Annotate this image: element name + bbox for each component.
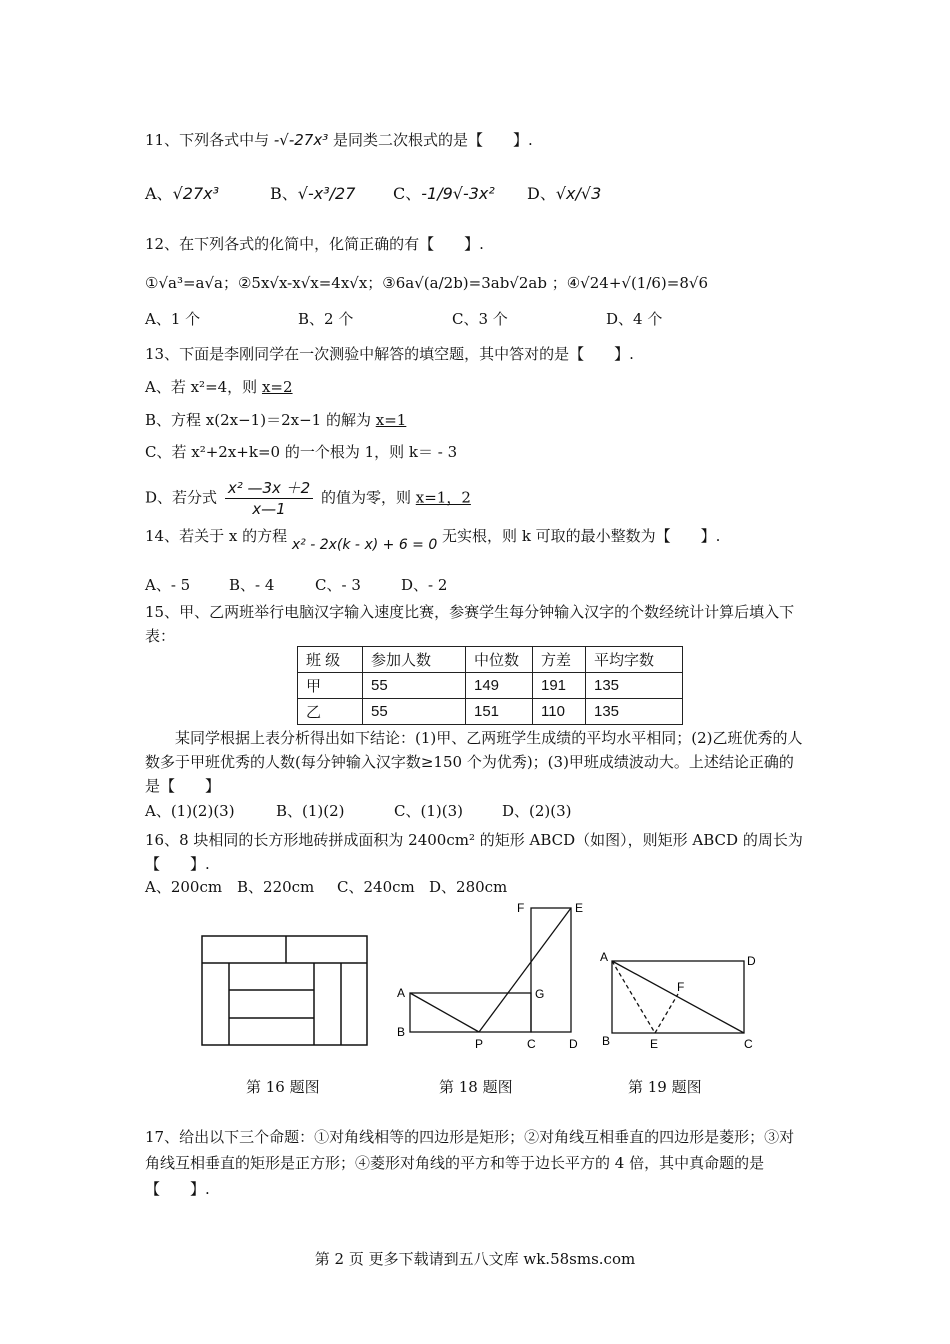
q11-option-d: D、√x/√3 xyxy=(527,184,602,203)
table-cell: 55 xyxy=(363,699,466,725)
q16-option-c: C、240cm xyxy=(337,878,415,896)
fig18-label: A xyxy=(397,986,406,1000)
q12-stem: 12、在下列各式的化简中，化简正确的有【 】. xyxy=(145,235,484,253)
fig18-label: F xyxy=(517,901,525,915)
table-header-row xyxy=(298,647,683,673)
fig18-label: P xyxy=(475,1037,484,1051)
fig19-label: E xyxy=(650,1037,659,1051)
q13-option-c: C、若 x²+2x+k=0 的一个根为 1，则 k＝ - 3 xyxy=(145,443,458,461)
table-cell: 151 xyxy=(466,699,533,725)
fig19-dashed-ef xyxy=(655,994,678,1033)
q16-option-b: B、220cm xyxy=(237,878,315,896)
q14-option-a: A、- 5 xyxy=(145,576,191,594)
figure-caption: 第 16 题图 xyxy=(246,1078,320,1096)
q13-stem: 13、下面是李刚同学在一次测验中解答的填空题，其中答对的是【 】. xyxy=(145,345,634,363)
q11-option-a: A、√27x³ xyxy=(145,184,219,203)
q11-stem-expr: -√-27x³ xyxy=(273,131,329,149)
q12-items: ①√a³=a√a；②5x√x-x√x=4x√x；③6a√(a/2b)=3ab√2ab ；④√24+√(1/6)=8√6 xyxy=(145,274,708,292)
fig18-label: E xyxy=(575,901,584,915)
figure-caption: 第 19 题图 xyxy=(628,1078,702,1096)
q14-option-b: B、- 4 xyxy=(229,576,275,594)
table-row xyxy=(298,673,683,699)
table-header: 方差 xyxy=(533,647,586,673)
fig19-diagonal-ac xyxy=(612,961,744,1033)
table-header: 班 级 xyxy=(298,647,363,673)
table-cell: 甲 xyxy=(298,673,363,699)
q15-table xyxy=(297,646,683,725)
q15-analysis: 某同学根据上表分析得出如下结论：(1)甲、乙两班学生成绩的平均水平相同；(2)乙班优秀的人数多于甲班优秀的人数(每分钟输入汉字数≥150 个为优秀)；(3)甲班成绩波动大。上述结论正确的是【 】 xyxy=(145,729,803,795)
q11-option-c: C、-1/9√-3x² xyxy=(393,184,495,203)
fig18-segment-ap xyxy=(410,993,479,1032)
fig18-segment-pe xyxy=(479,908,571,1032)
figure-19 xyxy=(596,947,766,1052)
table-cell: 乙 xyxy=(298,699,363,725)
q15-option-a: A、(1)(2)(3) xyxy=(145,802,235,820)
q12-option-b: B、2 个 xyxy=(298,310,354,328)
table-cell: 110 xyxy=(533,699,586,725)
table-cell: 135 xyxy=(586,699,683,725)
fig18-label: C xyxy=(527,1037,536,1051)
q15-stem: 15、甲、乙两班举行电脑汉字输入速度比赛，参赛学生每分钟输入汉字的个数经统计计算后填入下表： xyxy=(145,603,795,645)
q11-stem: 11、下列各式中与 -√-27x³ 是同类二次根式的是【 】. xyxy=(145,131,533,149)
figure-16 xyxy=(200,934,370,1048)
fig18-rect-abcg xyxy=(410,993,531,1032)
q13-option-b: B、方程 x(2x−1)＝2x−1 的解为 x=1 xyxy=(145,411,407,429)
q16-option-d: D、280cm xyxy=(429,878,508,896)
fig18-label: G xyxy=(535,987,545,1001)
fig18-square-cdef xyxy=(531,908,571,1032)
table-cell: 55 xyxy=(363,673,466,699)
q16-option-a: A、200cm xyxy=(145,878,223,896)
q16-stem: 16、8 块相同的长方形地砖拼成面积为 2400cm² 的矩形 ABCD（如图），则矩形 ABCD 的周长为【 】. xyxy=(145,831,803,873)
fig18-label: D xyxy=(569,1037,578,1051)
q15-option-b: B、(1)(2) xyxy=(276,802,345,820)
table-header: 参加人数 xyxy=(363,647,466,673)
table-header: 中位数 xyxy=(466,647,533,673)
q11-option-b: B、√-x³/27 xyxy=(270,184,356,203)
q14-option-d: D、- 2 xyxy=(401,576,448,594)
q13-option-a: A、若 x²=4，则 x=2 xyxy=(145,378,293,396)
fig19-label: C xyxy=(744,1037,753,1051)
q12-option-a: A、1 个 xyxy=(145,310,201,328)
q14-option-c: C、- 3 xyxy=(315,576,361,594)
fig19-label: A xyxy=(600,950,609,964)
figure-caption: 第 18 题图 xyxy=(439,1078,513,1096)
table-cell: 191 xyxy=(533,673,586,699)
fig19-label: F xyxy=(677,980,685,994)
q13-option-d: D、若分式 $\frac{\text{x² —3x ＋2}}{x—1}$ 的值为零，则 x=1，2 xyxy=(145,479,471,518)
fig19-label: D xyxy=(747,954,756,968)
q14-equation: x² - 2x(k - x) + 6 = 0 xyxy=(291,537,438,553)
table-row xyxy=(298,699,683,725)
fig18-label: B xyxy=(397,1025,406,1039)
q15-option-c: C、(1)(3) xyxy=(394,802,463,820)
fig19-label: B xyxy=(602,1034,611,1048)
figure-18 xyxy=(393,898,593,1053)
q15-option-d: D、(2)(3) xyxy=(502,802,572,820)
q17-stem: 17、给出以下三个命题：①对角线相等的四边形是矩形；②对角线互相垂直的四边形是菱形；③对角线互相垂直的矩形是正方形；④菱形对角线的平方和等于边长平方的 4 倍，其中真命题的是【 】. xyxy=(145,1128,795,1198)
page-footer: 第 2 页 更多下载请到五八文库 wk.58sms.com xyxy=(314,1250,636,1268)
table-cell: 135 xyxy=(586,673,683,699)
table-cell: 149 xyxy=(466,673,533,699)
q12-option-c: C、3 个 xyxy=(452,310,508,328)
table-header: 平均字数 xyxy=(586,647,683,673)
fig19-dashed-ae xyxy=(612,961,655,1033)
q14-stem: 14、若关于 x 的方程 x² - 2x(k - x) + 6 = 0 无实根，则 k 可取的最小整数为【 】. xyxy=(145,527,721,553)
q12-option-d: D、4 个 xyxy=(606,310,663,328)
